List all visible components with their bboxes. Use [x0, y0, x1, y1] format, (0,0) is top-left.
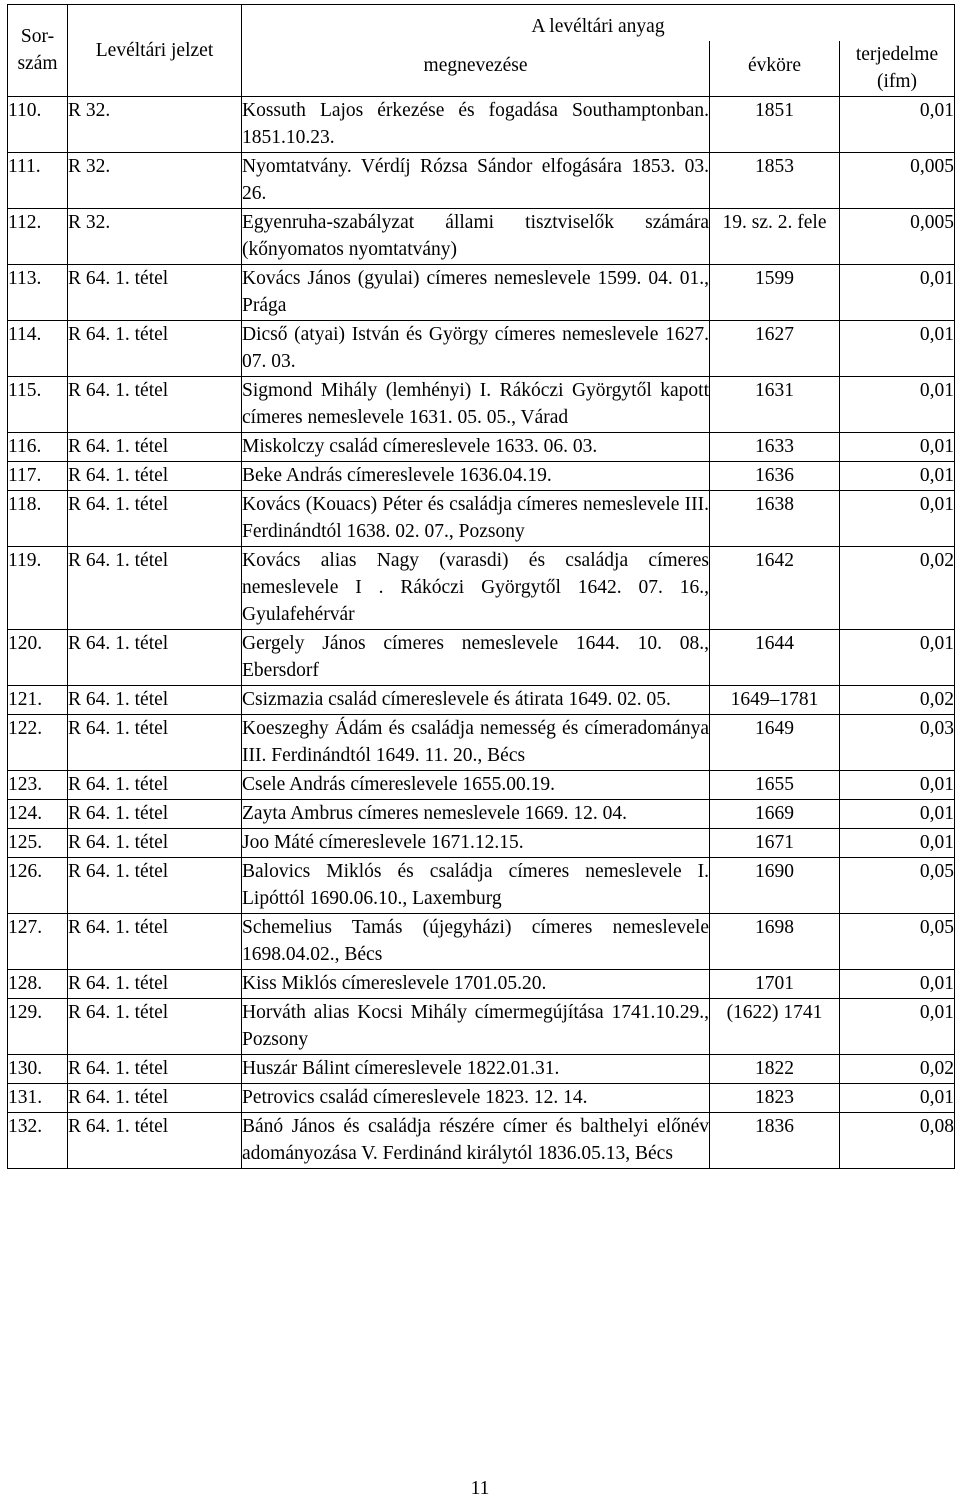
row-megnevezes: Schemelius Tamás (újegyházi) címeres nemeslevele 1698.04.02., Bécs: [242, 914, 710, 970]
row-number: 119.: [8, 547, 68, 630]
row-terjedelem: 0,08: [840, 1113, 955, 1169]
row-number: 115.: [8, 377, 68, 433]
row-evkor: 1822: [710, 1055, 840, 1084]
row-terjedelem: 0,05: [840, 858, 955, 914]
row-terjedelem: 0,01: [840, 321, 955, 377]
row-number: 117.: [8, 462, 68, 491]
row-jelzet: R 64. 1. tétel: [68, 1055, 242, 1084]
table-row: [8, 858, 955, 914]
row-jelzet: R 64. 1. tétel: [68, 491, 242, 547]
row-jelzet: R 64. 1. tétel: [68, 1084, 242, 1113]
row-evkor: 1669: [710, 800, 840, 829]
row-jelzet: R 64. 1. tétel: [68, 1113, 242, 1169]
row-number: 122.: [8, 715, 68, 771]
row-terjedelem: 0,01: [840, 433, 955, 462]
row-number: 118.: [8, 491, 68, 547]
table-row: [8, 715, 955, 771]
row-jelzet: R 64. 1. tétel: [68, 265, 242, 321]
table-row: [8, 800, 955, 829]
row-evkor: 1851: [710, 97, 840, 153]
table-row: [8, 686, 955, 715]
row-evkor: 1698: [710, 914, 840, 970]
row-number: 120.: [8, 630, 68, 686]
row-megnevezes: Gergely János címeres nemeslevele 1644. 10. 08., Ebersdorf: [242, 630, 710, 686]
header-megnevezese: megnevezése: [242, 41, 710, 97]
table-body: [8, 97, 955, 1169]
row-megnevezes: Kovács János (gyulai) címeres nemeslevele 1599. 04. 01., Prága: [242, 265, 710, 321]
row-number: 116.: [8, 433, 68, 462]
row-terjedelem: 0,01: [840, 377, 955, 433]
row-jelzet: R 64. 1. tétel: [68, 433, 242, 462]
row-megnevezes: Petrovics család címereslevele 1823. 12. 14.: [242, 1084, 710, 1113]
table-row: [8, 914, 955, 970]
row-number: 130.: [8, 1055, 68, 1084]
row-terjedelem: 0,005: [840, 209, 955, 265]
row-jelzet: R 64. 1. tétel: [68, 462, 242, 491]
row-megnevezes: Miskolczy család címereslevele 1633. 06. 03.: [242, 433, 710, 462]
table-row: [8, 1055, 955, 1084]
row-number: 110.: [8, 97, 68, 153]
row-evkor: 1671: [710, 829, 840, 858]
row-jelzet: R 64. 1. tétel: [68, 800, 242, 829]
table-row: [8, 153, 955, 209]
row-megnevezes: Dicső (atyai) István és György címeres nemeslevele 1627. 07. 03.: [242, 321, 710, 377]
row-number: 123.: [8, 771, 68, 800]
row-evkor: 1649–1781: [710, 686, 840, 715]
table-row: [8, 491, 955, 547]
row-number: 113.: [8, 265, 68, 321]
row-number: 124.: [8, 800, 68, 829]
row-megnevezes: Kiss Miklós címereslevele 1701.05.20.: [242, 970, 710, 999]
row-number: 132.: [8, 1113, 68, 1169]
row-terjedelem: 0,01: [840, 491, 955, 547]
row-evkor: 1644: [710, 630, 840, 686]
row-jelzet: R 32.: [68, 153, 242, 209]
table-row: [8, 1084, 955, 1113]
table-row: [8, 1113, 955, 1169]
row-evkor: 1701: [710, 970, 840, 999]
row-evkor: 1836: [710, 1113, 840, 1169]
row-terjedelem: 0,01: [840, 1084, 955, 1113]
row-evkor: 1690: [710, 858, 840, 914]
row-jelzet: R 64. 1. tétel: [68, 858, 242, 914]
row-terjedelem: 0,02: [840, 547, 955, 630]
row-jelzet: R 64. 1. tétel: [68, 630, 242, 686]
page-number: 11: [470, 1478, 490, 1499]
row-jelzet: R 64. 1. tétel: [68, 970, 242, 999]
row-megnevezes: Csizmazia család címereslevele és átirata 1649. 02. 05.: [242, 686, 710, 715]
row-number: 125.: [8, 829, 68, 858]
table-row: [8, 630, 955, 686]
row-megnevezes: Huszár Bálint címereslevele 1822.01.31.: [242, 1055, 710, 1084]
row-jelzet: R 64. 1. tétel: [68, 547, 242, 630]
row-jelzet: R 32.: [68, 97, 242, 153]
row-megnevezes: Joo Máté címereslevele 1671.12.15.: [242, 829, 710, 858]
row-number: 131.: [8, 1084, 68, 1113]
row-jelzet: R 64. 1. tétel: [68, 999, 242, 1055]
table-row: [8, 547, 955, 630]
row-number: 129.: [8, 999, 68, 1055]
row-jelzet: R 64. 1. tétel: [68, 321, 242, 377]
row-megnevezes: Horváth alias Kocsi Mihály címermegújítása 1741.10.29., Pozsony: [242, 999, 710, 1055]
row-number: 128.: [8, 970, 68, 999]
row-evkor: 19. sz. 2. fele: [710, 209, 840, 265]
table-header: [8, 5, 955, 97]
row-megnevezes: Nyomtatvány. Vérdíj Rózsa Sándor elfogására 1853. 03. 26.: [242, 153, 710, 209]
header-terjedelme: terjedelme (ifm): [840, 41, 955, 97]
table-row: [8, 433, 955, 462]
row-terjedelem: 0,01: [840, 999, 955, 1055]
row-megnevezes: Bánó János és családja részére címer és balthelyi előnév adományozása V. Ferdinánd királytól 1836.05.13, Bécs: [242, 1113, 710, 1169]
row-megnevezes: Csele András címereslevele 1655.00.19.: [242, 771, 710, 800]
row-number: 127.: [8, 914, 68, 970]
row-terjedelem: 0,02: [840, 686, 955, 715]
row-terjedelem: 0,05: [840, 914, 955, 970]
row-evkor: 1599: [710, 265, 840, 321]
row-number: 114.: [8, 321, 68, 377]
table-row: [8, 462, 955, 491]
table-row: [8, 209, 955, 265]
table-row: [8, 377, 955, 433]
row-number: 126.: [8, 858, 68, 914]
row-jelzet: R 64. 1. tétel: [68, 829, 242, 858]
row-evkor: 1642: [710, 547, 840, 630]
row-terjedelem: 0,01: [840, 800, 955, 829]
row-terjedelem: 0,01: [840, 771, 955, 800]
row-megnevezes: Beke András címereslevele 1636.04.19.: [242, 462, 710, 491]
row-jelzet: R 64. 1. tétel: [68, 914, 242, 970]
header-sorszam: Sor-szám: [8, 5, 68, 97]
row-megnevezes: Balovics Miklós és családja címeres nemeslevele I. Lipóttól 1690.06.10., Laxemburg: [242, 858, 710, 914]
header-jelzet: Levéltári jelzet: [68, 5, 242, 97]
row-terjedelem: 0,01: [840, 829, 955, 858]
row-megnevezes: Zayta Ambrus címeres nemeslevele 1669. 12. 04.: [242, 800, 710, 829]
row-megnevezes: Kossuth Lajos érkezése és fogadása Southamptonban. 1851.10.23.: [242, 97, 710, 153]
row-evkor: 1633: [710, 433, 840, 462]
row-evkor: 1655: [710, 771, 840, 800]
row-jelzet: R 64. 1. tétel: [68, 715, 242, 771]
row-jelzet: R 64. 1. tétel: [68, 686, 242, 715]
row-megnevezes: Egyenruha-szabályzat állami tisztviselők számára (kőnyomatos nyomtatvány): [242, 209, 710, 265]
row-evkor: 1631: [710, 377, 840, 433]
row-number: 111.: [8, 153, 68, 209]
row-evkor: (1622) 1741: [710, 999, 840, 1055]
table-row: [8, 829, 955, 858]
table-row: [8, 321, 955, 377]
row-megnevezes: Sigmond Mihály (lemhényi) I. Rákóczi Györgytől kapott címeres nemeslevele 1631. 05. 05., Várad: [242, 377, 710, 433]
row-terjedelem: 0,01: [840, 970, 955, 999]
row-evkor: 1636: [710, 462, 840, 491]
row-number: 112.: [8, 209, 68, 265]
row-evkor: 1649: [710, 715, 840, 771]
row-jelzet: R 32.: [68, 209, 242, 265]
header-evkore: évköre: [710, 41, 840, 97]
table-row: [8, 999, 955, 1055]
row-megnevezes: Kovács alias Nagy (varasdi) és családja címeres nemeslevele I . Rákóczi Györgytől 1642. 07. 16., Gyulafehérvár: [242, 547, 710, 630]
archive-inventory-table: [7, 4, 955, 1169]
table-row: [8, 97, 955, 153]
row-terjedelem: 0,02: [840, 1055, 955, 1084]
row-jelzet: R 64. 1. tétel: [68, 771, 242, 800]
row-evkor: 1638: [710, 491, 840, 547]
row-evkor: 1853: [710, 153, 840, 209]
row-evkor: 1627: [710, 321, 840, 377]
row-terjedelem: 0,01: [840, 462, 955, 491]
row-terjedelem: 0,005: [840, 153, 955, 209]
row-number: 121.: [8, 686, 68, 715]
row-terjedelem: 0,03: [840, 715, 955, 771]
row-terjedelem: 0,01: [840, 630, 955, 686]
table-row: [8, 771, 955, 800]
row-terjedelem: 0,01: [840, 97, 955, 153]
table-row: [8, 265, 955, 321]
header-group: A levéltári anyag: [242, 5, 955, 42]
row-megnevezes: Kovács (Kouacs) Péter és családja címeres nemeslevele III. Ferdinándtól 1638. 02. 07., Pozsony: [242, 491, 710, 547]
row-evkor: 1823: [710, 1084, 840, 1113]
row-megnevezes: Koeszeghy Ádám és családja nemesség és címeradománya III. Ferdinándtól 1649. 11. 20., Bécs: [242, 715, 710, 771]
table-row: [8, 970, 955, 999]
row-jelzet: R 64. 1. tétel: [68, 377, 242, 433]
row-terjedelem: 0,01: [840, 265, 955, 321]
